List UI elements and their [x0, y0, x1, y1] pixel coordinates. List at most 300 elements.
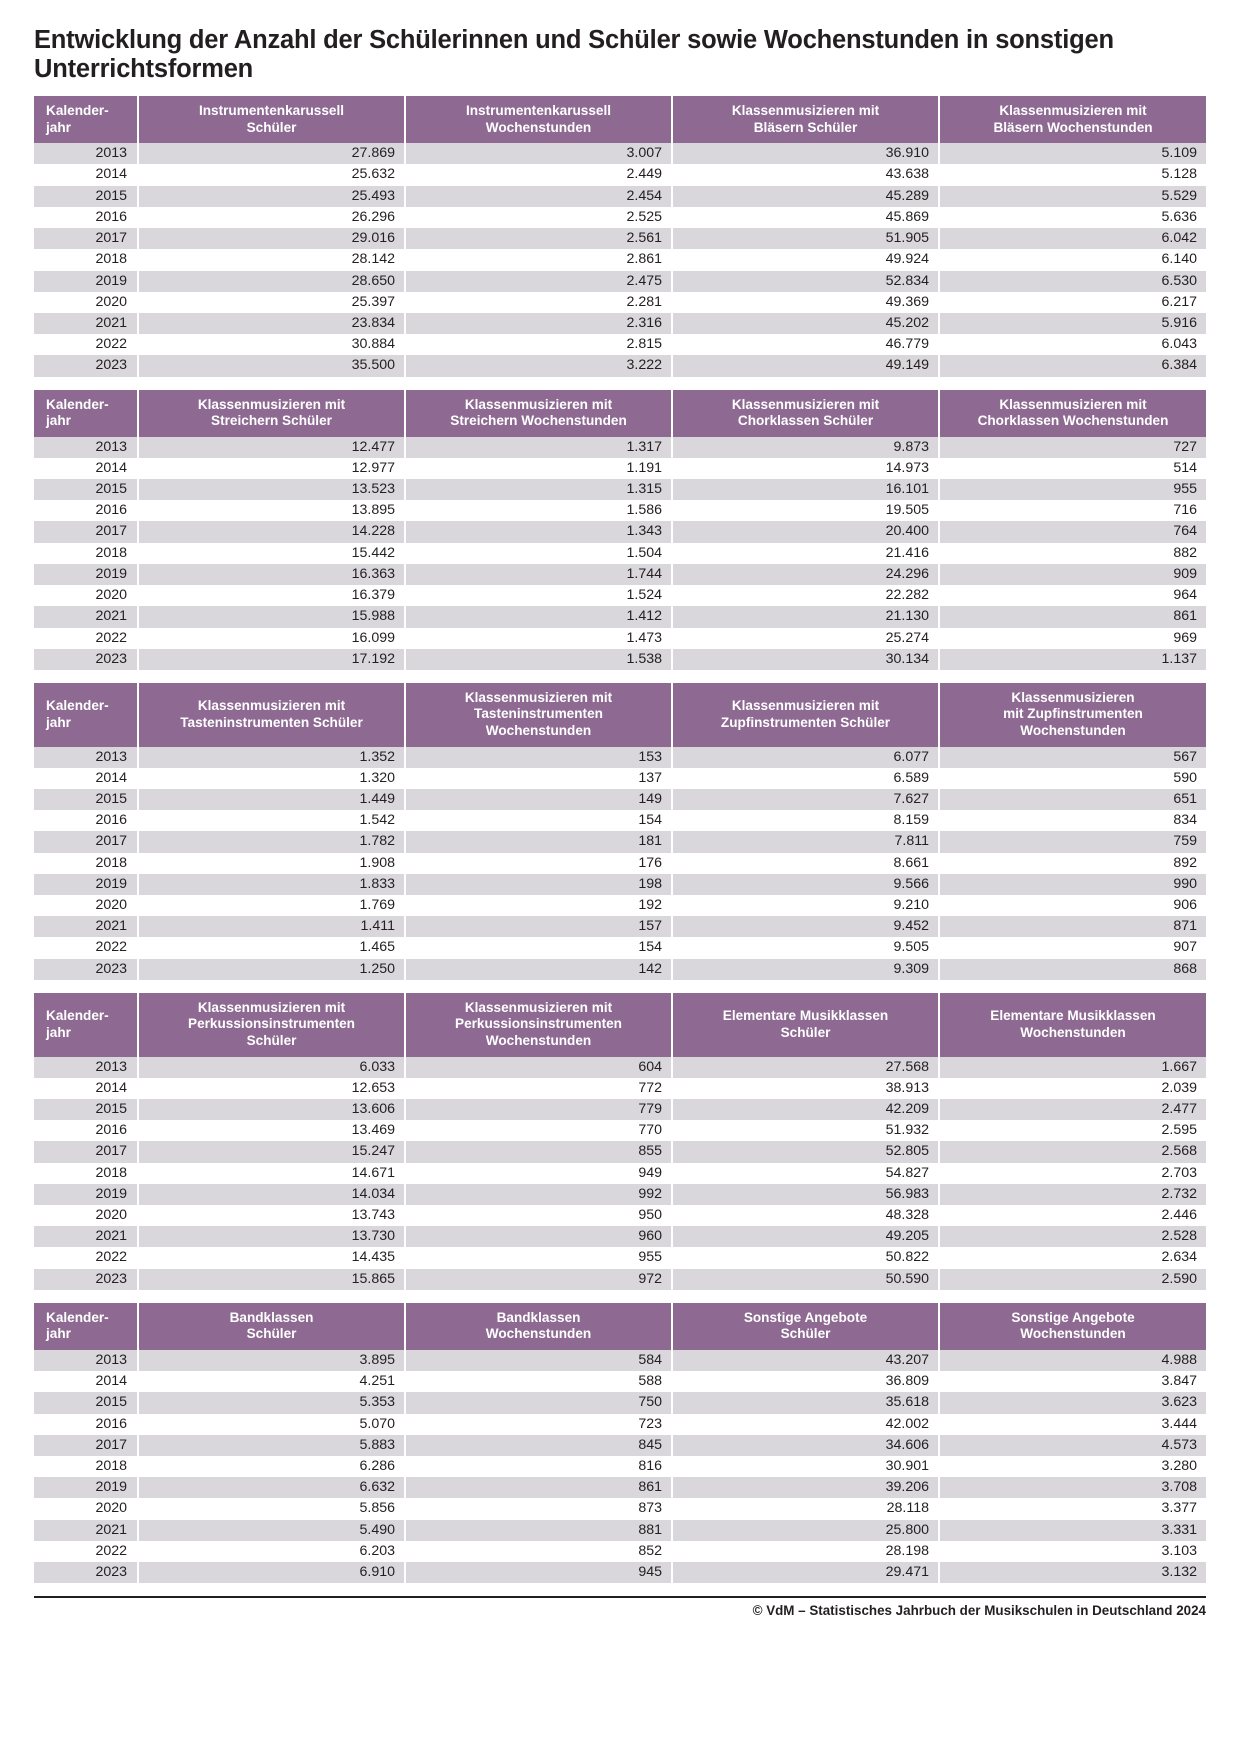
cell-value: 1.782 — [138, 831, 405, 852]
cell-value: 9.452 — [672, 916, 939, 937]
cell-year: 2017 — [34, 1435, 138, 1456]
cell-value: 36.809 — [672, 1371, 939, 1392]
cell-value: 772 — [405, 1078, 672, 1099]
table-row — [34, 1371, 1206, 1392]
cell-year: 2023 — [34, 355, 138, 376]
cell-value: 1.542 — [138, 810, 405, 831]
cell-value: 25.800 — [672, 1520, 939, 1541]
cell-value: 4.251 — [138, 1371, 405, 1392]
table-row — [34, 1435, 1206, 1456]
cell-value: 950 — [405, 1205, 672, 1226]
cell-year: 2022 — [34, 628, 138, 649]
cell-value: 3.377 — [939, 1498, 1206, 1519]
column-header-year: Kalender- jahr — [34, 390, 138, 437]
table-row — [34, 271, 1206, 292]
cell-value: 2.590 — [939, 1269, 1206, 1290]
cell-value: 137 — [405, 768, 672, 789]
cell-value: 42.002 — [672, 1414, 939, 1435]
cell-value: 945 — [405, 1562, 672, 1583]
cell-year: 2014 — [34, 1371, 138, 1392]
table-row — [34, 916, 1206, 937]
cell-value: 6.140 — [939, 249, 1206, 270]
cell-value: 49.369 — [672, 292, 939, 313]
cell-value: 909 — [939, 564, 1206, 585]
column-header: Klassenmusizieren mit Chorklassen Wochenstunden — [939, 390, 1206, 437]
cell-year: 2023 — [34, 1269, 138, 1290]
cell-value: 149 — [405, 789, 672, 810]
cell-value: 9.566 — [672, 874, 939, 895]
cell-value: 28.198 — [672, 1541, 939, 1562]
table-row — [34, 1456, 1206, 1477]
cell-year: 2014 — [34, 1078, 138, 1099]
cell-year: 2020 — [34, 1498, 138, 1519]
cell-value: 590 — [939, 768, 1206, 789]
cell-value: 2.316 — [405, 313, 672, 334]
data-table — [34, 993, 1206, 1290]
cell-value: 1.465 — [138, 937, 405, 958]
cell-year: 2020 — [34, 585, 138, 606]
table-row — [34, 649, 1206, 670]
cell-value: 50.590 — [672, 1269, 939, 1290]
cell-value: 28.142 — [138, 249, 405, 270]
cell-value: 9.309 — [672, 959, 939, 980]
cell-value: 24.296 — [672, 564, 939, 585]
cell-value: 750 — [405, 1392, 672, 1413]
cell-value: 5.070 — [138, 1414, 405, 1435]
cell-value: 38.913 — [672, 1078, 939, 1099]
cell-value: 9.210 — [672, 895, 939, 916]
cell-value: 16.101 — [672, 479, 939, 500]
table-row — [34, 606, 1206, 627]
cell-value: 5.353 — [138, 1392, 405, 1413]
cell-value: 42.209 — [672, 1099, 939, 1120]
cell-value: 779 — [405, 1099, 672, 1120]
cell-year: 2018 — [34, 1456, 138, 1477]
cell-year: 2013 — [34, 143, 138, 164]
cell-value: 2.039 — [939, 1078, 1206, 1099]
column-header: Klassenmusizieren mit Streichern Schüler — [138, 390, 405, 437]
cell-value: 3.007 — [405, 143, 672, 164]
cell-value: 13.469 — [138, 1120, 405, 1141]
cell-value: 764 — [939, 521, 1206, 542]
cell-year: 2016 — [34, 500, 138, 521]
cell-value: 20.400 — [672, 521, 939, 542]
table-row — [34, 747, 1206, 768]
cell-value: 881 — [405, 1520, 672, 1541]
cell-value: 2.595 — [939, 1120, 1206, 1141]
cell-value: 157 — [405, 916, 672, 937]
cell-value: 834 — [939, 810, 1206, 831]
cell-value: 15.442 — [138, 543, 405, 564]
cell-value: 727 — [939, 437, 1206, 458]
table-row — [34, 1498, 1206, 1519]
cell-value: 855 — [405, 1141, 672, 1162]
table-row — [34, 249, 1206, 270]
table-header-row — [34, 390, 1206, 437]
cell-value: 2.477 — [939, 1099, 1206, 1120]
cell-year: 2019 — [34, 271, 138, 292]
cell-value: 892 — [939, 853, 1206, 874]
cell-value: 50.822 — [672, 1247, 939, 1268]
table-row — [34, 1477, 1206, 1498]
cell-value: 6.043 — [939, 334, 1206, 355]
cell-value: 992 — [405, 1184, 672, 1205]
cell-value: 49.924 — [672, 249, 939, 270]
cell-value: 514 — [939, 458, 1206, 479]
cell-value: 1.137 — [939, 649, 1206, 670]
cell-value: 1.833 — [138, 874, 405, 895]
table-row — [34, 1141, 1206, 1162]
cell-value: 15.247 — [138, 1141, 405, 1162]
cell-value: 955 — [939, 479, 1206, 500]
table-row — [34, 874, 1206, 895]
cell-value: 13.895 — [138, 500, 405, 521]
cell-year: 2015 — [34, 1099, 138, 1120]
cell-value: 5.856 — [138, 1498, 405, 1519]
cell-value: 13.523 — [138, 479, 405, 500]
cell-value: 955 — [405, 1247, 672, 1268]
cell-value: 45.202 — [672, 313, 939, 334]
cell-value: 12.653 — [138, 1078, 405, 1099]
cell-year: 2022 — [34, 1541, 138, 1562]
table-row — [34, 458, 1206, 479]
cell-value: 1.769 — [138, 895, 405, 916]
data-table — [34, 1303, 1206, 1583]
table-row — [34, 810, 1206, 831]
cell-value: 5.490 — [138, 1520, 405, 1541]
cell-value: 6.286 — [138, 1456, 405, 1477]
cell-value: 14.228 — [138, 521, 405, 542]
cell-value: 4.573 — [939, 1435, 1206, 1456]
cell-value: 48.328 — [672, 1205, 939, 1226]
cell-year: 2020 — [34, 895, 138, 916]
table-row — [34, 207, 1206, 228]
column-header: Instrumentenkarussell Schüler — [138, 96, 405, 143]
cell-value: 861 — [405, 1477, 672, 1498]
table-row — [34, 521, 1206, 542]
cell-value: 5.916 — [939, 313, 1206, 334]
table-row — [34, 768, 1206, 789]
cell-value: 6.033 — [138, 1057, 405, 1078]
cell-year: 2021 — [34, 1520, 138, 1541]
page-title: Entwicklung der Anzahl der Schülerinnen und Schüler sowie Wochenstunden in sonstigen Unterrichtsformen — [34, 26, 1114, 84]
table-row — [34, 1120, 1206, 1141]
cell-value: 1.352 — [138, 747, 405, 768]
cell-value: 1.411 — [138, 916, 405, 937]
table-row — [34, 186, 1206, 207]
cell-value: 6.589 — [672, 768, 939, 789]
table-row — [34, 564, 1206, 585]
cell-value: 36.910 — [672, 143, 939, 164]
cell-value: 23.834 — [138, 313, 405, 334]
cell-value: 2.446 — [939, 1205, 1206, 1226]
cell-year: 2021 — [34, 606, 138, 627]
cell-value: 871 — [939, 916, 1206, 937]
cell-value: 52.834 — [672, 271, 939, 292]
cell-value: 2.703 — [939, 1163, 1206, 1184]
cell-value: 6.217 — [939, 292, 1206, 313]
table-row — [34, 1247, 1206, 1268]
cell-value: 15.865 — [138, 1269, 405, 1290]
cell-value: 22.282 — [672, 585, 939, 606]
cell-year: 2015 — [34, 1392, 138, 1413]
cell-value: 14.973 — [672, 458, 939, 479]
cell-value: 816 — [405, 1456, 672, 1477]
column-header: Klassenmusizieren mit Zupfinstrumenten Wochenstunden — [939, 683, 1206, 747]
table-row — [34, 1099, 1206, 1120]
cell-value: 861 — [939, 606, 1206, 627]
data-table — [34, 683, 1206, 980]
cell-year: 2022 — [34, 1247, 138, 1268]
table-row — [34, 789, 1206, 810]
cell-value: 2.525 — [405, 207, 672, 228]
cell-value: 770 — [405, 1120, 672, 1141]
column-header: Sonstige Angebote Wochenstunden — [939, 1303, 1206, 1350]
cell-year: 2022 — [34, 937, 138, 958]
column-header: Elementare Musikklassen Schüler — [672, 993, 939, 1057]
table-row — [34, 500, 1206, 521]
cell-value: 6.077 — [672, 747, 939, 768]
cell-value: 584 — [405, 1350, 672, 1371]
cell-year: 2018 — [34, 853, 138, 874]
cell-year: 2021 — [34, 916, 138, 937]
cell-value: 27.568 — [672, 1057, 939, 1078]
table-header-row — [34, 993, 1206, 1057]
cell-value: 1.744 — [405, 564, 672, 585]
cell-value: 723 — [405, 1414, 672, 1435]
cell-year: 2017 — [34, 1141, 138, 1162]
cell-value: 964 — [939, 585, 1206, 606]
cell-value: 6.632 — [138, 1477, 405, 1498]
table-row — [34, 479, 1206, 500]
cell-value: 39.206 — [672, 1477, 939, 1498]
table-row — [34, 959, 1206, 980]
cell-value: 1.250 — [138, 959, 405, 980]
table-row — [34, 292, 1206, 313]
cell-value: 25.274 — [672, 628, 939, 649]
cell-value: 25.493 — [138, 186, 405, 207]
cell-value: 2.454 — [405, 186, 672, 207]
cell-value: 30.884 — [138, 334, 405, 355]
table-row — [34, 1350, 1206, 1371]
cell-value: 845 — [405, 1435, 672, 1456]
cell-value: 192 — [405, 895, 672, 916]
table-row — [34, 1184, 1206, 1205]
cell-value: 21.416 — [672, 543, 939, 564]
cell-value: 12.977 — [138, 458, 405, 479]
cell-year: 2019 — [34, 1184, 138, 1205]
cell-value: 28.650 — [138, 271, 405, 292]
column-header-year: Kalender- jahr — [34, 993, 138, 1057]
cell-year: 2015 — [34, 186, 138, 207]
cell-year: 2013 — [34, 1350, 138, 1371]
cell-value: 2.861 — [405, 249, 672, 270]
column-header: Elementare Musikklassen Wochenstunden — [939, 993, 1206, 1057]
column-header: Klassenmusizieren mit Zupfinstrumenten Schüler — [672, 683, 939, 747]
cell-year: 2014 — [34, 768, 138, 789]
cell-year: 2015 — [34, 479, 138, 500]
column-header: Bandklassen Wochenstunden — [405, 1303, 672, 1350]
table-row — [34, 1226, 1206, 1247]
cell-value: 6.384 — [939, 355, 1206, 376]
cell-value: 882 — [939, 543, 1206, 564]
table-row — [34, 628, 1206, 649]
column-header-year: Kalender- jahr — [34, 96, 138, 143]
cell-value: 29.471 — [672, 1562, 939, 1583]
cell-value: 8.159 — [672, 810, 939, 831]
cell-value: 9.873 — [672, 437, 939, 458]
cell-year: 2019 — [34, 874, 138, 895]
cell-value: 5.109 — [939, 143, 1206, 164]
cell-year: 2014 — [34, 164, 138, 185]
cell-year: 2023 — [34, 1562, 138, 1583]
cell-value: 7.627 — [672, 789, 939, 810]
cell-value: 1.191 — [405, 458, 672, 479]
cell-value: 25.397 — [138, 292, 405, 313]
cell-value: 1.473 — [405, 628, 672, 649]
cell-year: 2023 — [34, 959, 138, 980]
data-table — [34, 390, 1206, 670]
cell-value: 716 — [939, 500, 1206, 521]
cell-value: 906 — [939, 895, 1206, 916]
cell-value: 43.638 — [672, 164, 939, 185]
cell-value: 1.667 — [939, 1057, 1206, 1078]
cell-value: 1.317 — [405, 437, 672, 458]
cell-year: 2020 — [34, 292, 138, 313]
table-row — [34, 895, 1206, 916]
cell-value: 1.586 — [405, 500, 672, 521]
cell-value: 49.149 — [672, 355, 939, 376]
cell-value: 1.908 — [138, 853, 405, 874]
cell-value: 3.623 — [939, 1392, 1206, 1413]
table-row — [34, 1163, 1206, 1184]
cell-value: 3.444 — [939, 1414, 1206, 1435]
cell-year: 2018 — [34, 249, 138, 270]
data-table — [34, 96, 1206, 376]
cell-year: 2016 — [34, 207, 138, 228]
cell-value: 14.671 — [138, 1163, 405, 1184]
cell-value: 3.103 — [939, 1541, 1206, 1562]
table-header-row — [34, 1303, 1206, 1350]
cell-value: 198 — [405, 874, 672, 895]
cell-value: 2.561 — [405, 228, 672, 249]
cell-value: 12.477 — [138, 437, 405, 458]
column-header: Instrumentenkarussell Wochenstunden — [405, 96, 672, 143]
column-header: Bandklassen Schüler — [138, 1303, 405, 1350]
cell-value: 1.449 — [138, 789, 405, 810]
cell-value: 6.910 — [138, 1562, 405, 1583]
cell-value: 7.811 — [672, 831, 939, 852]
cell-value: 176 — [405, 853, 672, 874]
cell-value: 3.847 — [939, 1371, 1206, 1392]
table-row — [34, 1057, 1206, 1078]
cell-year: 2020 — [34, 1205, 138, 1226]
cell-value: 30.134 — [672, 649, 939, 670]
cell-year: 2017 — [34, 831, 138, 852]
table-row — [34, 313, 1206, 334]
cell-value: 949 — [405, 1163, 672, 1184]
cell-value: 2.634 — [939, 1247, 1206, 1268]
cell-value: 3.222 — [405, 355, 672, 376]
cell-value: 16.379 — [138, 585, 405, 606]
cell-value: 873 — [405, 1498, 672, 1519]
cell-year: 2016 — [34, 810, 138, 831]
cell-value: 49.205 — [672, 1226, 939, 1247]
cell-value: 35.500 — [138, 355, 405, 376]
column-header: Klassenmusizieren mit Bläsern Wochenstunden — [939, 96, 1206, 143]
column-header: Sonstige Angebote Schüler — [672, 1303, 939, 1350]
table-header-row — [34, 96, 1206, 143]
cell-value: 907 — [939, 937, 1206, 958]
cell-value: 567 — [939, 747, 1206, 768]
cell-value: 154 — [405, 810, 672, 831]
cell-value: 56.983 — [672, 1184, 939, 1205]
cell-value: 2.568 — [939, 1141, 1206, 1162]
tables-container — [34, 96, 1206, 1583]
cell-value: 3.895 — [138, 1350, 405, 1371]
cell-value: 5.529 — [939, 186, 1206, 207]
cell-value: 54.827 — [672, 1163, 939, 1184]
column-header-year: Kalender- jahr — [34, 1303, 138, 1350]
cell-value: 1.343 — [405, 521, 672, 542]
cell-value: 14.034 — [138, 1184, 405, 1205]
cell-value: 43.207 — [672, 1350, 939, 1371]
copyright-footer: © VdM – Statistisches Jahrbuch der Musikschulen in Deutschland 2024 — [34, 1596, 1206, 1618]
table-row — [34, 937, 1206, 958]
cell-value: 35.618 — [672, 1392, 939, 1413]
column-header: Klassenmusizieren mit Tasteninstrumenten Schüler — [138, 683, 405, 747]
cell-year: 2015 — [34, 789, 138, 810]
cell-value: 1.320 — [138, 768, 405, 789]
column-header: Klassenmusizieren mit Tasteninstrumenten Wochenstunden — [405, 683, 672, 747]
cell-value: 27.869 — [138, 143, 405, 164]
cell-value: 29.016 — [138, 228, 405, 249]
table-row — [34, 1520, 1206, 1541]
table-row — [34, 1541, 1206, 1562]
column-header: Klassenmusizieren mit Streichern Wochenstunden — [405, 390, 672, 437]
cell-value: 46.779 — [672, 334, 939, 355]
cell-year: 2023 — [34, 649, 138, 670]
cell-year: 2017 — [34, 228, 138, 249]
table-row — [34, 1392, 1206, 1413]
cell-value: 15.988 — [138, 606, 405, 627]
cell-value: 13.730 — [138, 1226, 405, 1247]
cell-year: 2013 — [34, 437, 138, 458]
cell-value: 34.606 — [672, 1435, 939, 1456]
cell-value: 51.905 — [672, 228, 939, 249]
cell-value: 2.815 — [405, 334, 672, 355]
cell-value: 3.280 — [939, 1456, 1206, 1477]
cell-year: 2021 — [34, 1226, 138, 1247]
cell-value: 51.932 — [672, 1120, 939, 1141]
cell-value: 153 — [405, 747, 672, 768]
table-row — [34, 437, 1206, 458]
cell-year: 2014 — [34, 458, 138, 479]
cell-value: 2.475 — [405, 271, 672, 292]
cell-value: 6.203 — [138, 1541, 405, 1562]
cell-value: 2.528 — [939, 1226, 1206, 1247]
cell-value: 13.743 — [138, 1205, 405, 1226]
cell-year: 2016 — [34, 1414, 138, 1435]
cell-value: 16.363 — [138, 564, 405, 585]
cell-value: 5.128 — [939, 164, 1206, 185]
cell-value: 28.118 — [672, 1498, 939, 1519]
table-row — [34, 1414, 1206, 1435]
cell-value: 52.805 — [672, 1141, 939, 1162]
cell-value: 25.632 — [138, 164, 405, 185]
cell-year: 2018 — [34, 1163, 138, 1184]
table-row — [34, 1269, 1206, 1290]
